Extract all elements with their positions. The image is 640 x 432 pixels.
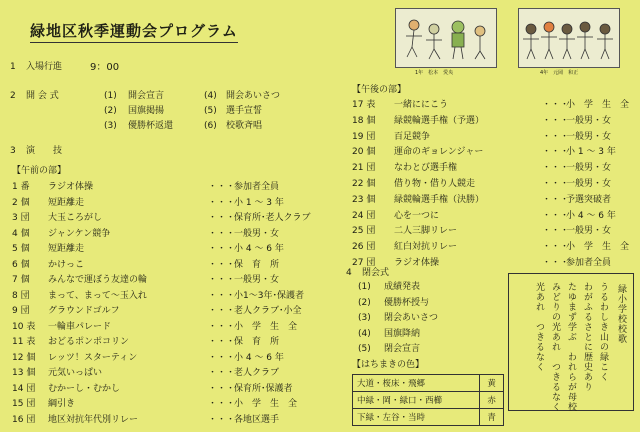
ceremony-num: 2 <box>10 91 16 101</box>
leader-dots: ・・・ <box>542 147 570 158</box>
closing-item-num: (4) <box>358 328 371 339</box>
program-participants: 保育所･保護者 <box>234 383 293 394</box>
program-row <box>352 114 634 130</box>
program-participants: 小 学 生 全 <box>566 242 630 253</box>
program-number: 10 表 <box>12 321 36 332</box>
program-number: 20 個 <box>352 147 376 158</box>
program-row <box>352 256 634 272</box>
program-participants: 小 4 〜 6 年 <box>234 244 284 254</box>
events-num: 3 <box>10 146 16 156</box>
leader-dots: ・・・ <box>208 368 236 378</box>
headband-title: 【はちまきの色】 <box>352 360 425 370</box>
entrance-label: 入場行進 <box>26 62 63 72</box>
program-row <box>12 258 332 274</box>
program-number: 16 団 <box>12 414 36 425</box>
ceremony-item-2: 国旗掲揚 <box>128 106 165 116</box>
leader-dots: ・・・ <box>542 178 570 189</box>
program-row <box>12 397 332 413</box>
leader-dots: ・・・ <box>542 194 570 205</box>
program-name: 元気いっぱい <box>48 368 103 378</box>
school-song-line: うるわしき山の緑こく <box>598 282 608 382</box>
program-number: 21 団 <box>352 163 376 174</box>
leader-dots: ・・・ <box>542 242 570 253</box>
program-participants: 老人クラブ <box>234 368 280 378</box>
leader-dots: ・・・ <box>208 337 236 347</box>
program-number: 3 団 <box>12 213 30 223</box>
program-number: 19 団 <box>352 131 376 142</box>
ceremony-item-6-num: (6) <box>204 121 217 131</box>
program-participants: 一般男・女 <box>566 115 612 126</box>
program-number: 1 番 <box>12 182 30 192</box>
program-participants: 予選突破者 <box>566 194 612 205</box>
headband-areas: 大道・桜床・飛郷 <box>353 375 480 392</box>
drawing-2-image <box>518 8 620 68</box>
program-row <box>12 196 332 212</box>
headband-color: 赤 <box>480 392 504 409</box>
program-row <box>352 193 634 209</box>
leader-dots: ・・・ <box>542 100 570 110</box>
program-name: レッツ！スターティン <box>48 352 138 363</box>
ceremony-item-2-num: (2) <box>104 106 117 116</box>
program-row <box>12 366 332 382</box>
program-row <box>12 304 332 320</box>
leader-dots: ・・・ <box>542 163 570 174</box>
program-participants: 小 1 〜 3 年 <box>234 197 284 208</box>
drawing-1-image <box>395 8 497 68</box>
program-number: 11 表 <box>12 337 36 347</box>
program-name: 二人三脚リレー <box>394 226 458 237</box>
leader-dots: ・・・ <box>208 275 236 285</box>
program-number: 23 個 <box>352 194 376 205</box>
program-participants: 小1〜3年･保護者 <box>234 290 304 301</box>
program-number: 25 団 <box>352 226 376 237</box>
school-song-line: 光あれ つきるなく <box>534 282 544 372</box>
program-number: 2 個 <box>12 197 30 208</box>
program-number: 18 個 <box>352 115 376 126</box>
ceremony-item-5-num: (5) <box>204 106 217 116</box>
program-row <box>12 289 332 305</box>
leader-dots: ・・・ <box>208 352 236 363</box>
program-row <box>352 224 634 240</box>
entrance-num: 1 <box>10 62 16 72</box>
program-row <box>12 351 332 367</box>
program-name: 百足競争 <box>394 131 431 142</box>
program-name: 心を一つに <box>394 210 440 221</box>
headband-color-table <box>352 374 504 426</box>
program-participants: 保育所･老人クラブ <box>234 213 311 223</box>
ceremony-item-4: 開会あいさつ <box>226 91 281 101</box>
program-row <box>352 130 634 146</box>
morning-header: 【午前の部】 <box>12 166 67 176</box>
leader-dots: ・・・ <box>208 259 236 270</box>
program-name: おどるポンポコリン <box>48 337 130 347</box>
program-row <box>12 273 332 289</box>
headband-row <box>353 375 504 392</box>
closing-item-num: (5) <box>358 344 371 354</box>
program-participants: 一般男・女 <box>566 131 612 142</box>
program-number: 12 個 <box>12 352 36 363</box>
program-number: 7 個 <box>12 275 30 285</box>
closing-item <box>358 311 498 327</box>
closing-item-label: 閉会宣言 <box>384 344 421 354</box>
program-name: 綱引き <box>48 399 76 409</box>
ceremony-label: 開 会 式 <box>26 91 59 101</box>
program-name: かけっこ <box>48 259 85 270</box>
headband-row <box>353 409 504 426</box>
program-row <box>12 320 332 336</box>
ceremony-item-3: 優勝杯返還 <box>128 121 174 131</box>
closing-num: 4 <box>346 268 352 278</box>
program-row <box>352 145 634 161</box>
closing-item-label: 閉会あいさつ <box>384 313 439 323</box>
leader-dots: ・・・ <box>542 210 570 221</box>
leader-dots: ・・・ <box>208 414 236 425</box>
program-name: 紅白対抗リレー <box>394 242 458 253</box>
leader-dots: ・・・ <box>208 244 236 254</box>
leader-dots: ・・・ <box>542 131 570 142</box>
closing-item <box>358 296 498 312</box>
program-row <box>12 242 332 258</box>
closing-item <box>358 280 498 296</box>
drawing-2-caption: 4年 元岡 和正 <box>540 70 579 76</box>
ceremony-item-5: 選手宣誓 <box>226 106 263 116</box>
closing-item-num: (3) <box>358 313 371 323</box>
program-name: ラジオ体操 <box>394 257 440 268</box>
children-dancing-drawing <box>519 9 619 67</box>
program-number: 6 個 <box>12 259 30 270</box>
school-song-lyrics <box>532 282 609 412</box>
leader-dots: ・・・ <box>542 257 570 268</box>
leader-dots: ・・・ <box>208 383 236 394</box>
program-participants: 一般男・女 <box>566 178 612 189</box>
program-participants: 老人クラブ･小全 <box>234 306 302 316</box>
closing-item-num: (1) <box>358 282 371 292</box>
leader-dots: ・・・ <box>208 182 236 192</box>
program-name: 借り物・借り人競走 <box>394 178 476 189</box>
program-number: 13 個 <box>12 368 36 378</box>
ceremony-item-1-num: (1) <box>104 91 117 101</box>
closing-item-num: (2) <box>358 297 371 308</box>
leader-dots: ・・・ <box>208 228 236 239</box>
program-participants: 一般男・女 <box>566 226 612 237</box>
program-name: むかーし・むかし <box>48 383 121 394</box>
program-row <box>352 209 634 225</box>
leader-dots: ・・・ <box>208 306 236 316</box>
program-name: 緑競輪選手権（予選） <box>394 115 485 126</box>
program-row <box>352 240 634 256</box>
entrance-time: 9：00 <box>90 62 120 73</box>
school-song-box <box>508 273 634 411</box>
program-number: 9 団 <box>12 306 30 316</box>
program-name: グラウンドゴルフ <box>48 306 120 316</box>
program-row <box>12 382 332 398</box>
program-number: 14 団 <box>12 383 36 394</box>
leader-dots: ・・・ <box>542 226 570 237</box>
program-participants: 小 4 〜 6 年 <box>234 352 284 363</box>
closing-item <box>358 342 498 358</box>
page-title: 緑地区秋季運動会プログラム <box>30 20 238 43</box>
drawing-1-caption: 1年 松本 愛央 <box>415 70 454 76</box>
program-participants: 小 学 生 全 <box>566 100 630 110</box>
program-row <box>352 177 634 193</box>
events-label: 演 技 <box>26 146 63 156</box>
program-name: 緑競輪選手権（決勝） <box>394 194 485 205</box>
program-number: 24 団 <box>352 210 376 221</box>
closing-label: 閉会式 <box>362 268 390 278</box>
program-row <box>352 161 634 177</box>
program-participants: 一般男・女 <box>234 228 280 239</box>
leader-dots: ・・・ <box>208 290 236 301</box>
program-row <box>12 335 332 351</box>
program-participants: 参加者全員 <box>566 257 612 268</box>
school-song-line: みどりの光あれ つきるなく <box>550 282 560 412</box>
afternoon-program-list <box>352 98 634 272</box>
ceremony-item-4-num: (4) <box>204 91 217 101</box>
program-participants: 一般男・女 <box>234 275 280 285</box>
headband-areas: 下緑・左谷・当時 <box>353 409 480 426</box>
leader-dots: ・・・ <box>208 213 236 223</box>
program-name: 短距離走 <box>48 197 85 208</box>
program-participants: 小 学 生 全 <box>234 321 298 332</box>
ceremony-item-6: 校歌斉唱 <box>226 121 263 131</box>
closing-item-label: 国旗降納 <box>384 328 421 339</box>
leader-dots: ・・・ <box>542 115 570 126</box>
program-name: みんなで運ぼう友達の輪 <box>48 275 148 285</box>
leader-dots: ・・・ <box>208 399 236 409</box>
morning-program-list <box>12 180 332 428</box>
program-participants: 保 育 所 <box>234 337 280 347</box>
program-row <box>12 227 332 243</box>
program-name: 一輪車パレード <box>48 321 112 332</box>
program-number: 27 団 <box>352 257 376 268</box>
program-participants: 小 1 〜 3 年 <box>566 147 616 158</box>
closing-item-label: 成績発表 <box>384 282 421 292</box>
program-name: 運命のギョレンジャー <box>394 147 484 158</box>
program-row <box>12 413 332 429</box>
headband-areas: 中緑・岡・緑口・西櫛 <box>353 392 480 409</box>
afternoon-header: 【午後の部】 <box>352 85 407 95</box>
leader-dots: ・・・ <box>208 197 236 208</box>
closing-item <box>358 327 498 343</box>
program-participants: 小 学 生 全 <box>234 399 298 409</box>
closing-item-label: 優勝杯授与 <box>384 297 430 308</box>
program-name: 地区対抗年代別リレー <box>48 414 139 425</box>
closing-list <box>358 280 498 358</box>
ceremony-item-1: 開会宣言 <box>128 91 165 101</box>
program-name: ジャンケン競争 <box>48 228 111 239</box>
program-participants: 一般男・女 <box>566 163 612 174</box>
program-number: 8 団 <box>12 290 30 301</box>
program-number: 22 個 <box>352 178 376 189</box>
program-name: 一緒ににこう <box>394 100 449 110</box>
program-name: ラジオ体操 <box>48 182 94 192</box>
program-name: 大玉ころがし <box>48 213 103 223</box>
ceremony-item-3-num: (3) <box>104 121 117 131</box>
leader-dots: ・・・ <box>208 321 236 332</box>
program-name: なわとび選手権 <box>394 163 458 174</box>
program-row <box>12 211 332 227</box>
headband-row <box>353 392 504 409</box>
school-song-line: わがふるさとに歴史あり <box>582 282 592 392</box>
program-participants: 各地区選手 <box>234 414 280 425</box>
school-song-title: 緑小学校校歌 <box>616 284 626 344</box>
program-name: まって、まって〜玉入れ <box>48 290 147 301</box>
program-participants: 保 育 所 <box>234 259 280 270</box>
children-running-drawing <box>396 9 496 67</box>
program-number: 15 団 <box>12 399 36 409</box>
program-number: 5 個 <box>12 244 30 254</box>
program-row <box>352 98 634 114</box>
program-participants: 参加者全員 <box>234 182 280 192</box>
school-song-line: たゆまず学ぶ われらが母校 <box>566 282 576 412</box>
program-number: 17 表 <box>352 100 376 110</box>
program-row <box>12 180 332 196</box>
program-participants: 小 4 〜 6 年 <box>566 210 616 221</box>
program-number: 26 団 <box>352 242 376 253</box>
headband-color: 黄 <box>480 375 504 392</box>
program-number: 4 個 <box>12 228 30 239</box>
program-name: 短距離走 <box>48 244 85 254</box>
headband-color: 青 <box>480 409 504 426</box>
